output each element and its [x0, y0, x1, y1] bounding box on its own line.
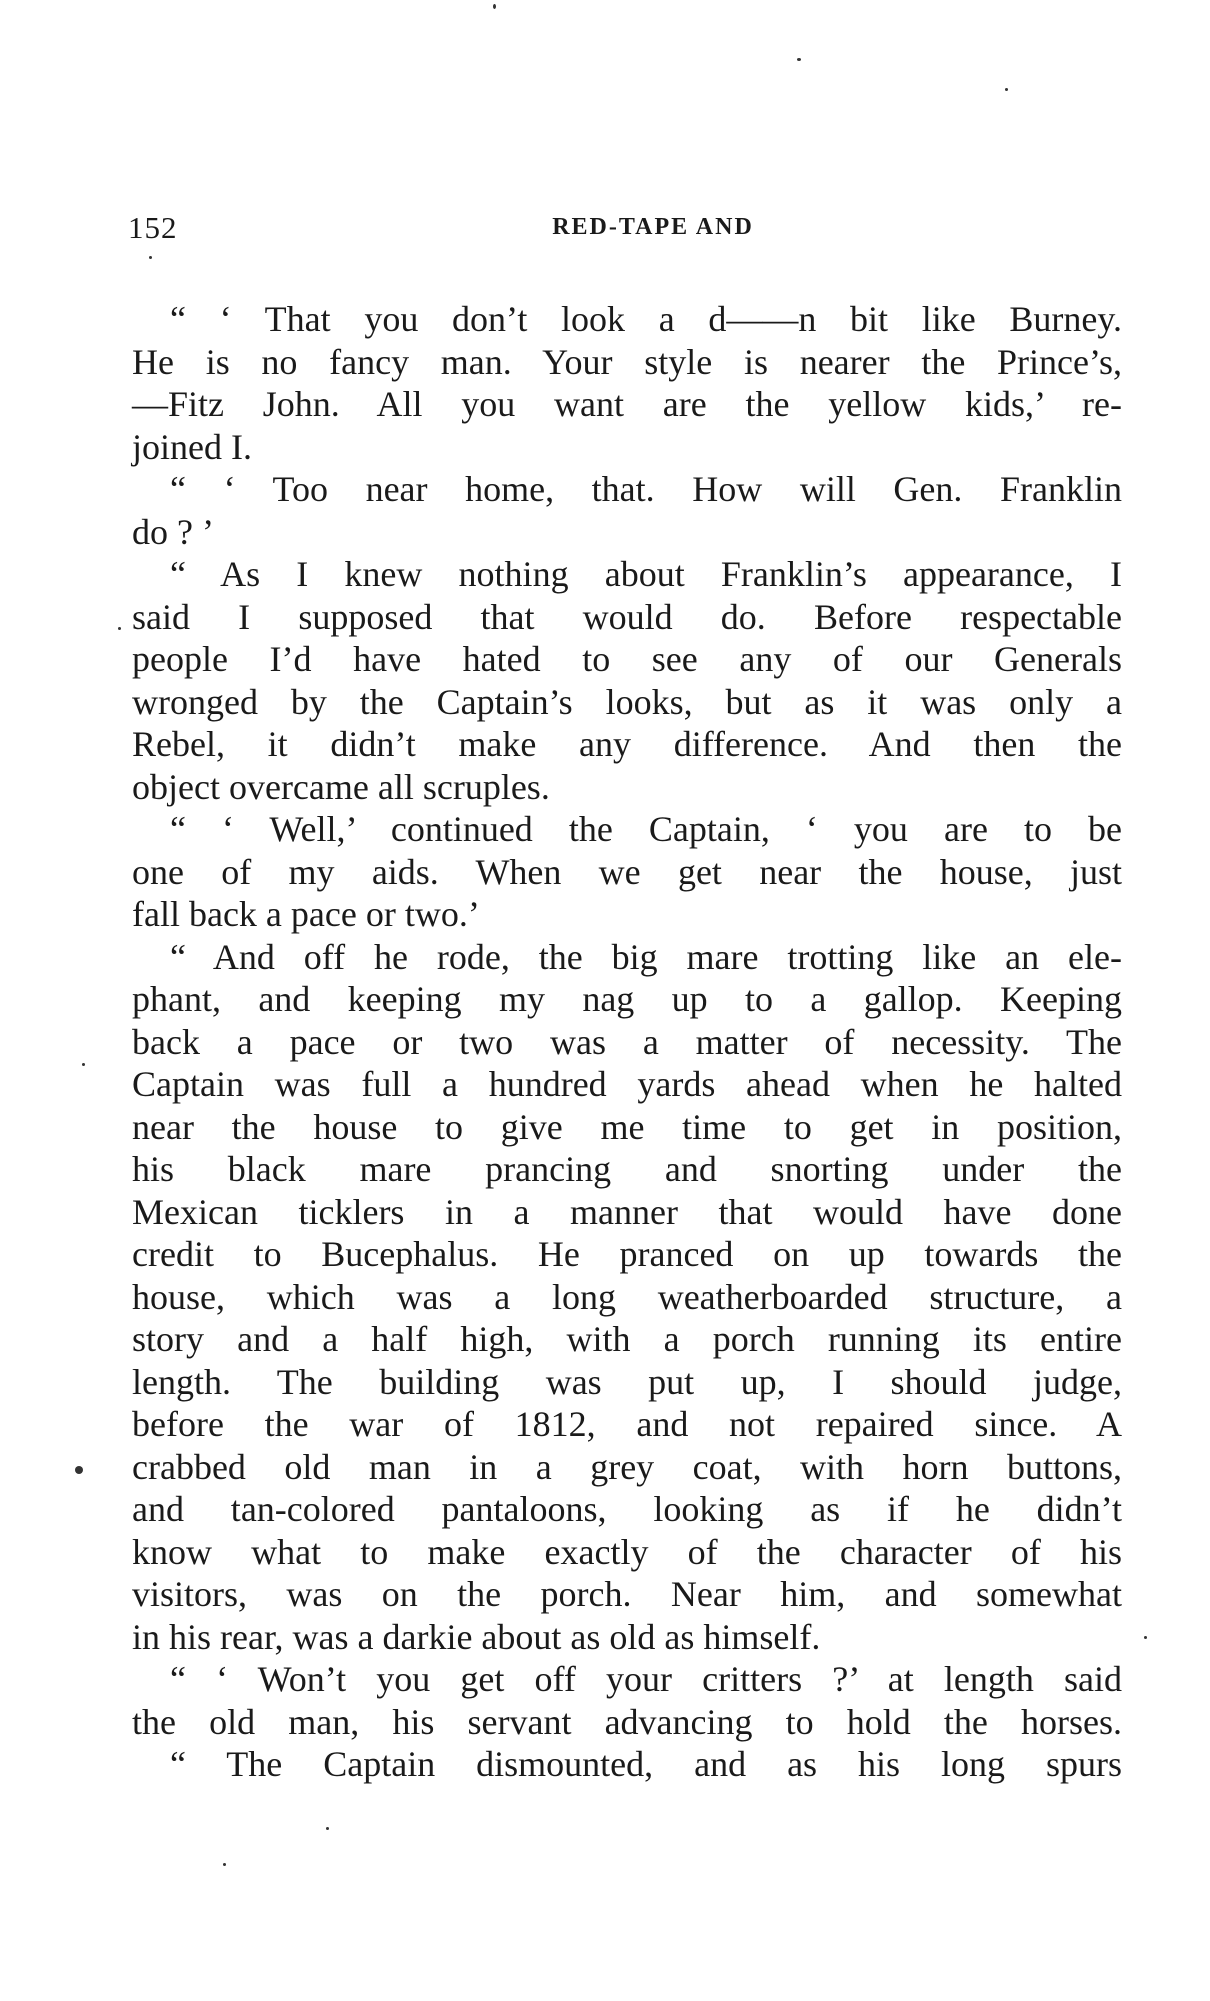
page-number: 152: [128, 210, 178, 245]
text-line: said I supposed that would do. Before respectable: [132, 596, 1122, 637]
text-line: his black mare prancing and snorting under the: [132, 1149, 1122, 1189]
text-line: fall back a pace or two.’: [132, 894, 480, 934]
text-line: do ? ’: [132, 511, 214, 552]
text-line: “ And off he rode, the big mare trotting like an ele-: [170, 936, 1122, 977]
text-line: “ ‘ That you don’t look a d——n bit like Burney.: [170, 299, 1122, 339]
text-line: phant, and keeping my nag up to a gallop. Keeping: [132, 979, 1122, 1019]
scan-speck: [326, 1827, 329, 1830]
text-line: Mexican ticklers in a manner that would have done: [132, 1191, 1122, 1232]
text-line: the old man, his servant advancing to hold the horses.: [132, 1701, 1122, 1742]
text-line: “ ‘ Too near home, that. How will Gen. Franklin: [170, 469, 1122, 509]
body-text: [132, 298, 1122, 1786]
text-line: Captain was full a hundred yards ahead when he halted: [132, 1064, 1122, 1104]
scan-speck: [493, 4, 496, 9]
text-line: object overcame all scruples.: [132, 766, 550, 807]
scan-speck: [797, 58, 801, 61]
scan-speck: [82, 1063, 85, 1066]
text-line: —Fitz John. All you want are the yellow kids,’ re-: [132, 384, 1122, 424]
text-line: before the war of 1812, and not repaired since. A: [132, 1404, 1122, 1444]
text-line: joined I.: [132, 426, 252, 467]
text-line: visitors, was on the porch. Near him, and somewhat: [132, 1574, 1122, 1614]
text-line: story and a half high, with a porch running its entire: [132, 1319, 1122, 1359]
scan-speck: [1144, 1636, 1147, 1639]
text-line: wronged by the Captain’s looks, but as it was only a: [132, 681, 1122, 722]
text-line: crabbed old man in a grey coat, with horn buttons,: [132, 1446, 1122, 1487]
text-line: “ The Captain dismounted, and as his long spurs: [170, 1744, 1122, 1784]
text-line: house, which was a long weatherboarded structure, a: [132, 1276, 1122, 1317]
scan-speck: [149, 256, 152, 259]
text-line: “ As I knew nothing about Franklin’s appearance, I: [170, 554, 1122, 594]
text-line: He is no fancy man. Your style is nearer the Prince’s,: [132, 341, 1122, 382]
text-line: “ ‘ Won’t you get off your critters ?’ at length said: [170, 1659, 1122, 1699]
text-line: credit to Bucephalus. He pranced on up towards the: [132, 1234, 1122, 1274]
text-line: length. The building was put up, I should judge,: [132, 1361, 1122, 1402]
text-line: back a pace or two was a matter of necessity. The: [132, 1021, 1122, 1062]
text-line: people I’d have hated to see any of our Generals: [132, 639, 1122, 679]
scan-speck: [118, 627, 121, 630]
text-line: “ ‘ Well,’ continued the Captain, ‘ you are to be: [170, 809, 1122, 849]
running-head: [128, 210, 1118, 250]
text-line: Rebel, it didn’t make any difference. And then the: [132, 724, 1122, 764]
running-title: RED-TAPE AND: [552, 214, 754, 240]
text-line: in his rear, was a darkie about as old as himself.: [132, 1616, 821, 1657]
scan-speck: [1005, 88, 1008, 91]
text-line: and tan-colored pantaloons, looking as if he didn’t: [132, 1489, 1122, 1529]
text-line: near the house to give me time to get in position,: [132, 1106, 1122, 1147]
text-line: know what to make exactly of the character of his: [132, 1531, 1122, 1572]
scan-speck: [223, 1863, 226, 1866]
scan-speck: [75, 1466, 83, 1474]
text-line: one of my aids. When we get near the house, just: [132, 851, 1122, 892]
